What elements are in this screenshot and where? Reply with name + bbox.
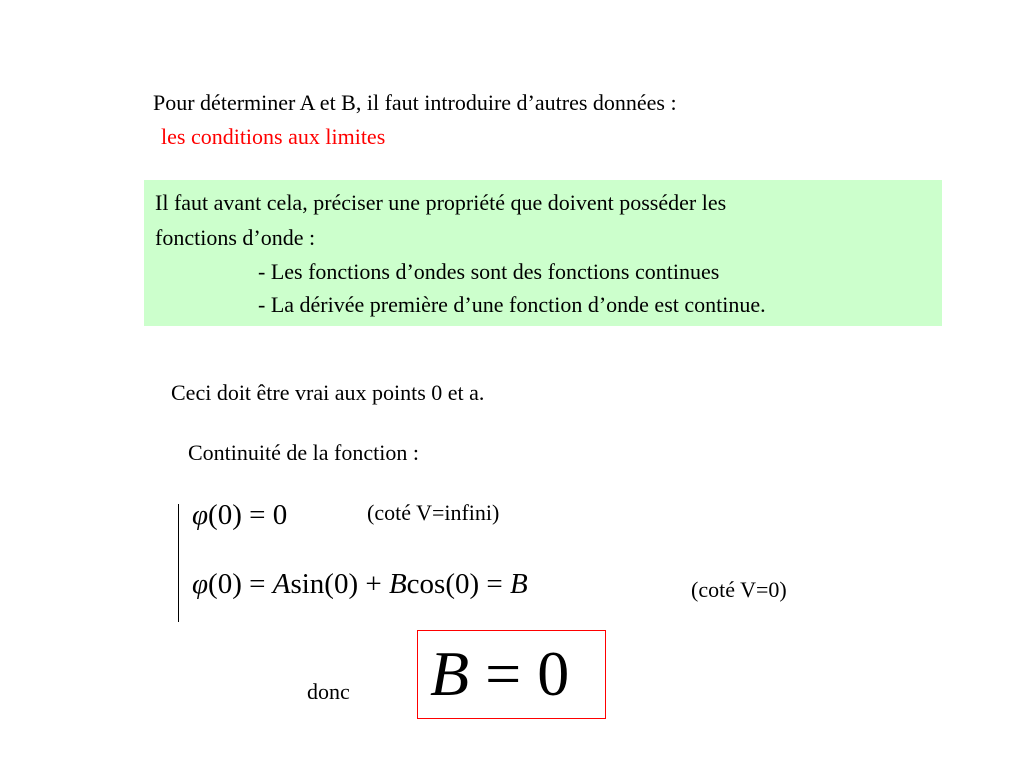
property-box (144, 180, 942, 326)
coefficient-b: B (430, 638, 470, 709)
result-rest: = 0 (469, 638, 570, 709)
intro-line: Pour déterminer A et B, il faut introduire d’autres données : (153, 90, 677, 115)
equation-1-rest: (0) = 0 (208, 499, 288, 531)
property-bullet-derivative: - La dérivée première d’une fonction d’onde est continue. (258, 292, 766, 317)
equation-2-part: cos(0) = (406, 568, 510, 600)
result-equation (430, 636, 569, 712)
equation-2-part: (0) = (208, 568, 273, 600)
equation-2-part: sin(0) + (290, 568, 389, 600)
property-bullet-continuous: - Les fonctions d’ondes sont des fonctions continues (258, 259, 720, 284)
system-brace (178, 504, 179, 622)
continuity-title: Continuité de la fonction : (188, 440, 419, 465)
conclusion-label: donc (307, 679, 350, 704)
equation-1 (192, 499, 287, 532)
points-text: Ceci doit être vrai aux points 0 et a. (171, 380, 485, 405)
equation-2 (192, 568, 528, 601)
equation-1-note: (coté V=infini) (367, 500, 500, 525)
property-text-line2: fonctions d’onde : (155, 225, 316, 250)
coefficient-b: B (510, 568, 528, 600)
coefficient-b: B (388, 568, 407, 600)
phi-symbol: φ (192, 499, 209, 531)
boundary-conditions-heading: les conditions aux limites (161, 124, 386, 149)
property-text-line1: Il faut avant cela, préciser une propriété que doivent posséder les (155, 190, 727, 215)
phi-symbol: φ (192, 568, 209, 600)
coefficient-a: A (272, 568, 291, 600)
equation-2-note: (coté V=0) (691, 577, 787, 602)
